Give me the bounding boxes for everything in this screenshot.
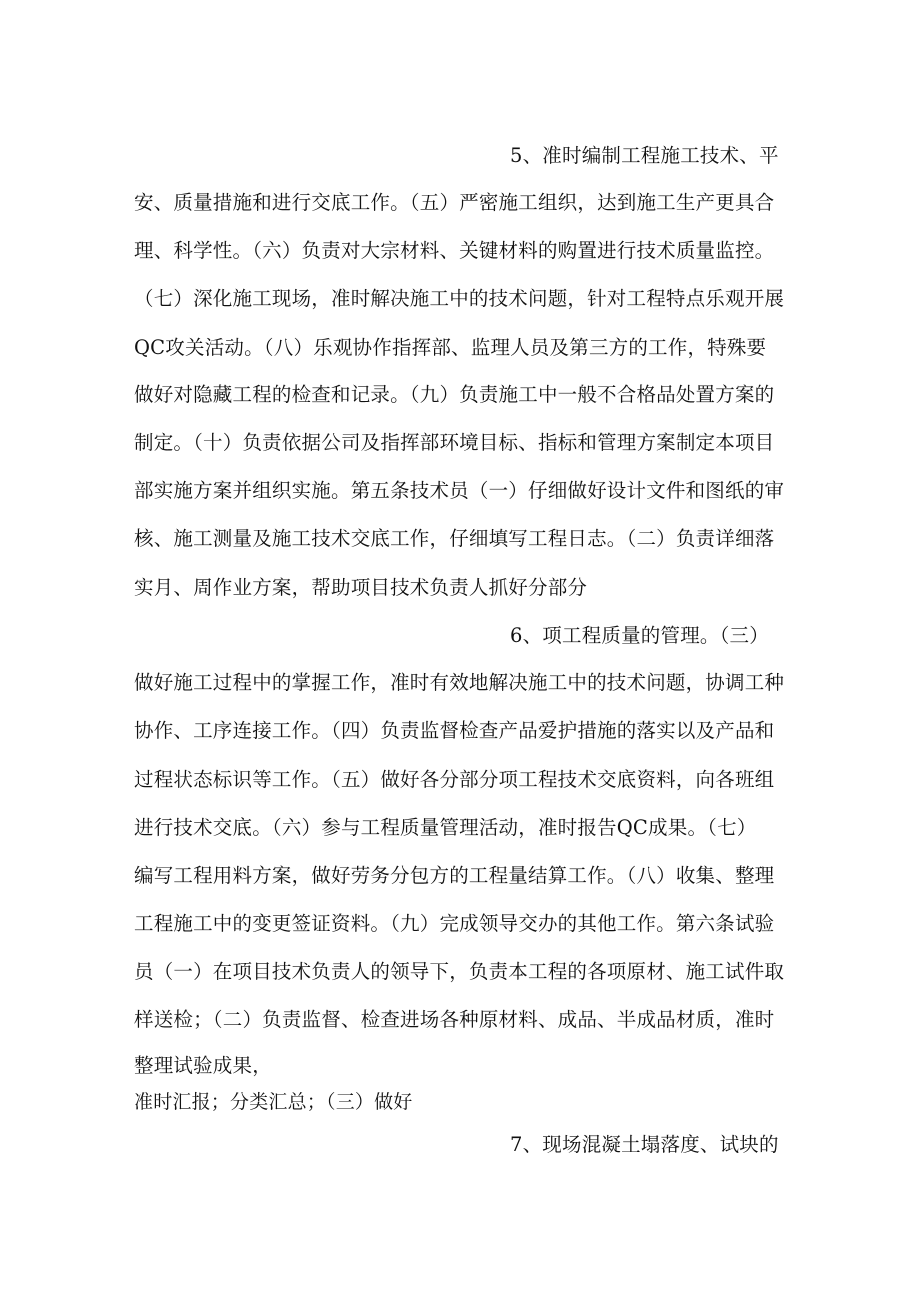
text-line: 核、施工测量及施工技术交底工作，仔细填写工程日志。（二）负责详细落 bbox=[134, 527, 775, 550]
text-line: 过程状态标识等工作。（五）做好各分部分项工程技术交底资料，向各班组 bbox=[134, 768, 775, 791]
text-line: 6、项工程质量的管理。（三） bbox=[510, 624, 769, 647]
text-line: 准时汇报；分类汇总；（三）做好 bbox=[134, 1091, 413, 1113]
text-line: （七）深化施工现场，准时解决施工中的技术问题，针对工程特点乐观开展 bbox=[134, 287, 785, 310]
text-line: 工程施工中的变更签证资料。（九）完成领导交办的其他工作。第六条试验 bbox=[134, 912, 775, 935]
text-line: 7、现场混凝土塌落度、试块的 bbox=[510, 1133, 779, 1156]
text-line: 整理试验成果， bbox=[134, 1054, 272, 1077]
text-line: 编写工程用料方案，做好劳务分包方的工程量结算工作。（八）收集、整理 bbox=[134, 864, 775, 887]
text-line: 安、质量措施和进行交底工作。（五）严密施工组织，达到施工生产更具合 bbox=[134, 191, 775, 214]
text-line: 协作、工序连接工作。（四）负责监督检查产品爱护措施的落实以及产品和 bbox=[134, 719, 775, 742]
text-line: 制定。（十）负责依据公司及指挥部环境目标、指标和管理方案制定本项目 bbox=[134, 431, 775, 454]
text-line: 进行技术交底。（六）参与工程质量管理活动，准时报告QC成果。（七） bbox=[134, 816, 757, 839]
text-line: 部实施方案并组织实施。第五条技术员（一）仔细做好设计文件和图纸的审 bbox=[134, 479, 785, 502]
text-line: 理、科学性。（六）负责对大宗材料、关键材料的购置进行技术质量监控。 bbox=[134, 239, 775, 262]
text-line: 做好施工过程中的掌握工作，准时有效地解决施工中的技术问题，协调工种 bbox=[134, 671, 785, 694]
text-line: QC攻关活动。（八）乐观协作指挥部、监理人员及第三方的工作，特殊要 bbox=[134, 336, 767, 359]
text-line: 实月、周作业方案，帮助项目技术负责人抓好分部分 bbox=[134, 576, 588, 599]
text-line: 样送检；（二）负责监督、检查进场各种原材料、成品、半成品材质，准时 bbox=[134, 1008, 775, 1031]
text-line: 员（一）在项目技术负责人的领导下，负责本工程的各项原材、施工试件取 bbox=[134, 960, 785, 983]
text-line: 做好对隐藏工程的检查和记录。（九）负责施工中一般不合格品处置方案的 bbox=[134, 383, 775, 406]
text-line: 5、准时编制工程施工技术、平 bbox=[510, 144, 779, 167]
